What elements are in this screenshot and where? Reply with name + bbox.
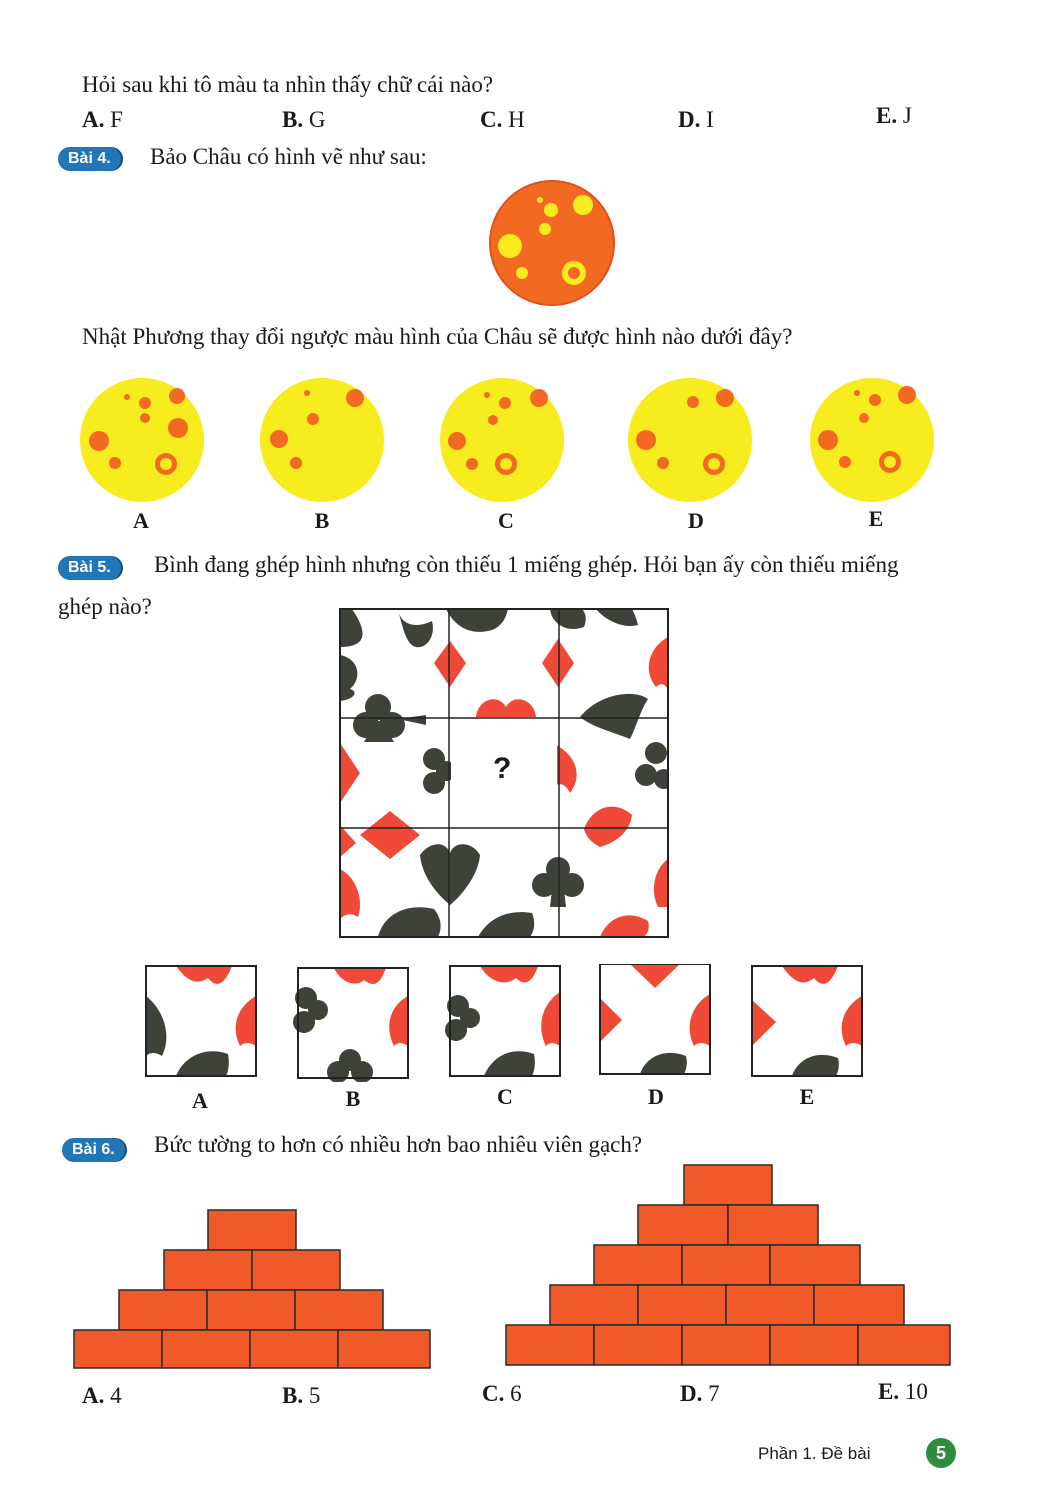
- q4-label-d: D: [688, 508, 704, 533]
- q6-option-d: D. 7: [680, 1381, 720, 1406]
- q3-question: Hỏi sau khi tô màu ta nhìn thấy chữ cái nào?: [82, 72, 494, 97]
- q5-question-line1: Bình đang ghép hình nhưng còn thiếu 1 miếng ghép. Hỏi bạn ấy còn thiếu miếng: [154, 552, 899, 577]
- q6-option-e: E. 10: [878, 1379, 928, 1404]
- q6-walls: [70, 1160, 960, 1372]
- q6-option-b: B. 5: [282, 1383, 321, 1408]
- q4-label-c: C: [498, 508, 514, 533]
- q5-choice-c: [445, 966, 560, 1076]
- q5-label-b: B: [345, 1086, 361, 1111]
- q5-missing-mark: ?: [493, 752, 512, 785]
- q5-label-e: E: [799, 1084, 815, 1109]
- q4-label-b: B: [314, 508, 330, 533]
- q3-option-b: B. G: [282, 107, 326, 132]
- q5-choices: [144, 964, 864, 1082]
- q3-option-a: A. F: [82, 107, 123, 132]
- q5-choice-b: [293, 968, 408, 1082]
- q4-question: Nhật Phương thay đổi ngược màu hình của Châu sẽ được hình nào dưới đây?: [82, 324, 793, 349]
- q5-question-line2: ghép nào?: [58, 594, 152, 619]
- q4-choice-c: [440, 378, 564, 502]
- page-number-badge: 5: [926, 1438, 956, 1468]
- footer-section-title: Phần 1. Đề bài: [758, 1444, 871, 1463]
- q4-choice-b: [260, 378, 384, 502]
- q4-choice-e: [810, 378, 934, 502]
- q6-small-wall: [74, 1210, 430, 1368]
- q5-label-c: C: [497, 1084, 513, 1109]
- q4-badge: Bài 4.: [58, 147, 121, 171]
- q5-badge: Bài 5.: [58, 556, 121, 580]
- q6-option-c: C. 6: [482, 1381, 522, 1406]
- q3-option-c: C. H: [480, 107, 525, 132]
- q4-label-a: A: [133, 508, 149, 533]
- q4-choice-d: [628, 378, 752, 502]
- q4-choices: [78, 378, 948, 508]
- q6-badge: Bài 6.: [62, 1138, 125, 1162]
- q4-intro: Bảo Châu có hình vẽ như sau:: [150, 144, 427, 169]
- q5-choice-d: [600, 964, 710, 1074]
- q3-option-e: E. J: [876, 103, 912, 128]
- q5-label-a: A: [192, 1088, 208, 1113]
- q6-large-wall: [506, 1165, 950, 1365]
- q5-choice-a: [146, 966, 256, 1076]
- q5-choice-e: [752, 966, 862, 1076]
- q4-choice-a: [80, 378, 204, 502]
- q3-option-d: D. I: [678, 107, 714, 132]
- q4-original-figure: [485, 178, 620, 308]
- q5-label-d: D: [648, 1084, 664, 1109]
- q6-question: Bức tường to hơn có nhiều hơn bao nhiêu viên gạch?: [154, 1132, 643, 1157]
- q6-option-a: A. 4: [82, 1383, 122, 1408]
- q4-label-e: E: [868, 506, 884, 531]
